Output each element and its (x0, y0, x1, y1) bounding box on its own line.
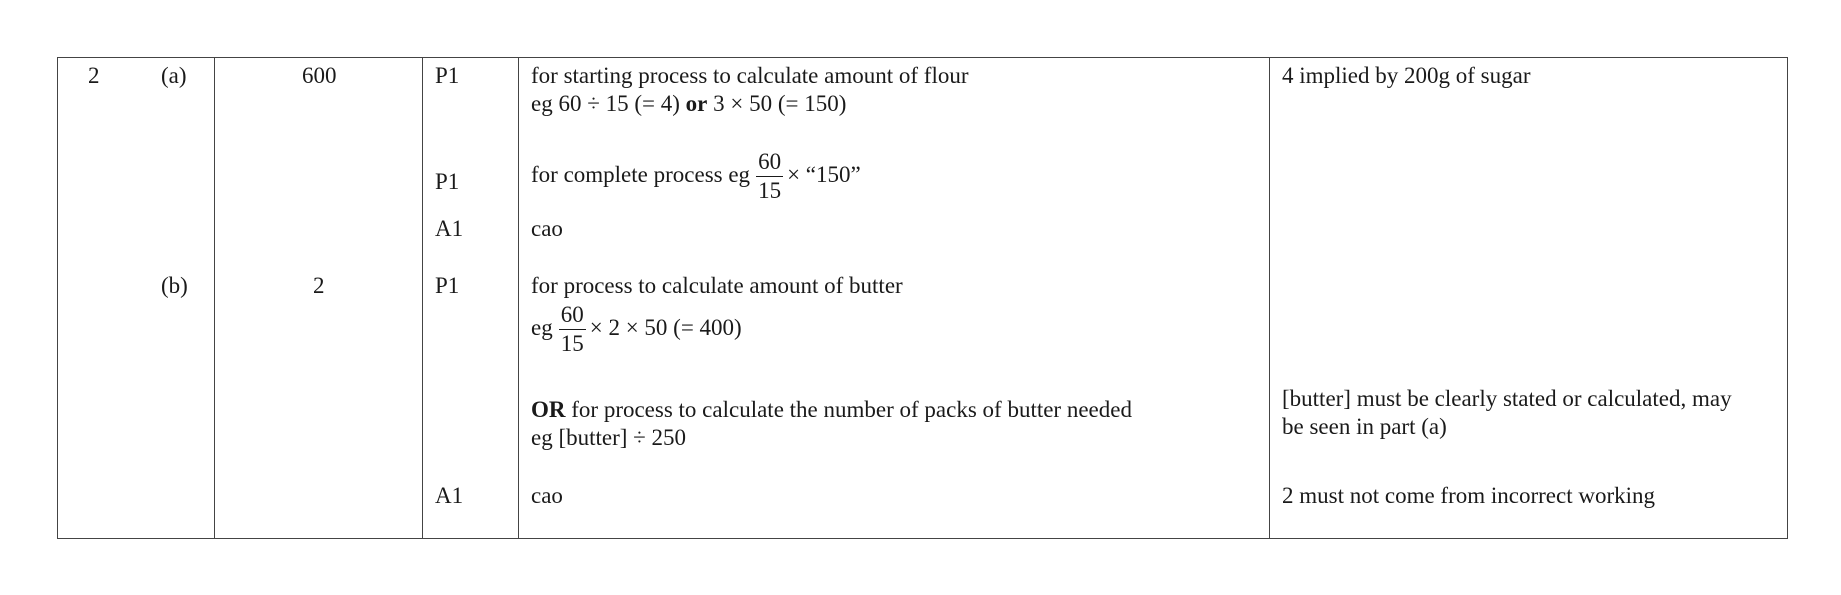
mark-notes: cao (531, 216, 563, 241)
mark-notes: eg 60 ÷ 15 (= 4) or 3 × 50 (= 150) (531, 91, 847, 116)
mark-code: A1 (435, 216, 464, 241)
or-keyword: OR (531, 397, 566, 422)
part-label-a: (a) (161, 63, 187, 88)
answer-b: 2 (313, 273, 325, 298)
column-divider (422, 58, 423, 538)
additional-guidance: 4 implied by 200g of sugar (1282, 63, 1531, 88)
mark-notes: eg $\frac{60}{15}$ × 2 × 50 (= 400) (531, 302, 742, 356)
additional-guidance: be seen in part (a) (1282, 414, 1447, 439)
mark-code: P1 (435, 169, 460, 194)
mark-notes: for process to calculate amount of butter (531, 273, 903, 298)
fraction: $\frac{60}{15}$ (560, 302, 584, 356)
mark-notes: eg [butter] ÷ 250 (531, 425, 687, 450)
part-label-b: (b) (161, 273, 188, 298)
additional-guidance: [butter] must be clearly stated or calculated, may (1282, 386, 1732, 411)
mark-notes: for starting process to calculate amount of flour (531, 63, 969, 88)
mark-code: A1 (435, 483, 464, 508)
column-divider (1269, 58, 1270, 538)
mark-notes: for complete process eg $\frac{60}{15}$ × “150” (531, 149, 861, 203)
question-number: 2 (88, 63, 100, 88)
column-divider (214, 58, 215, 538)
mark-code: P1 (435, 63, 460, 88)
or-keyword: or (685, 91, 708, 116)
answer-a: 600 (302, 63, 337, 88)
mark-code: P1 (435, 273, 460, 298)
additional-guidance: 2 must not come from incorrect working (1282, 483, 1656, 508)
mark-notes: OR for process to calculate the number of packs of butter needed (531, 397, 1132, 422)
mark-notes: cao (531, 483, 563, 508)
mark-scheme-table (57, 57, 1788, 539)
fraction: $\frac{60}{15}$ (758, 149, 782, 203)
column-divider (518, 58, 519, 538)
